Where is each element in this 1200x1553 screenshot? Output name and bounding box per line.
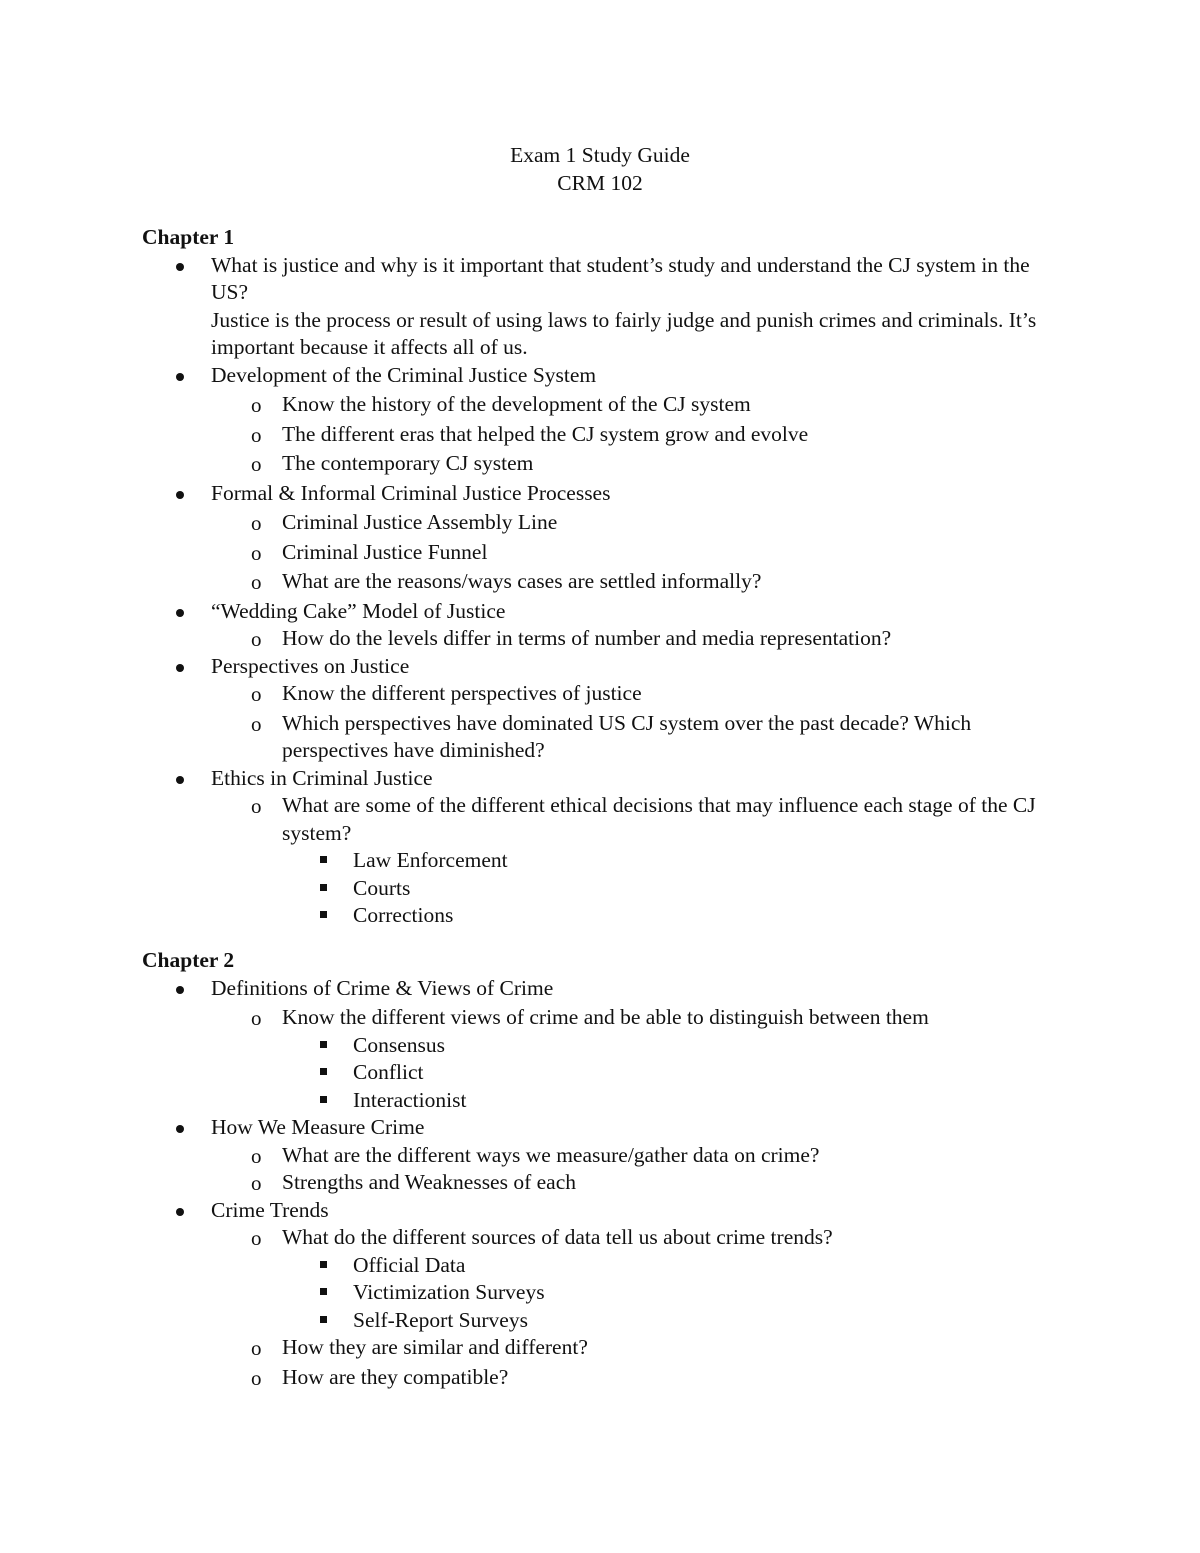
sub-sub-list-item: Official Data xyxy=(142,1252,1062,1280)
sub-list-item: o What are the reasons/ways cases are settled informally? xyxy=(142,568,1062,596)
circle-bullet-icon: o xyxy=(251,511,262,535)
circle-bullet-icon: o xyxy=(251,682,262,706)
square-bullet-icon xyxy=(320,1068,327,1075)
sub-list-item: o Strengths and Weaknesses of each xyxy=(142,1169,1062,1197)
sub-list-item: o Know the different perspectives of justice xyxy=(142,680,1062,708)
circle-bullet-icon: o xyxy=(251,1006,262,1030)
circle-bullet-icon: o xyxy=(251,540,262,565)
sub-sub-list-item: Courts xyxy=(142,875,1062,903)
circle-bullet-icon: o xyxy=(251,794,262,818)
chapter-1-heading: Chapter 1 xyxy=(142,225,235,249)
sub-sub-list-item: Self-Report Surveys xyxy=(142,1307,1062,1335)
circle-bullet-icon: o xyxy=(251,570,262,594)
sub-list-item: o Criminal Justice Funnel xyxy=(142,539,1062,567)
bullet-icon xyxy=(176,609,184,617)
chapter-2-list xyxy=(142,975,1062,1392)
circle-bullet-icon: o xyxy=(251,452,262,476)
chapter-2-heading: Chapter 2 xyxy=(142,948,235,972)
bullet-icon xyxy=(176,776,184,784)
sub-list-item: o What are some of the different ethical decisions that may influence each stage of the CJ system? xyxy=(251,793,1036,845)
bullet-icon xyxy=(176,373,184,381)
bullet-icon xyxy=(176,664,184,672)
circle-bullet-icon: o xyxy=(251,393,262,417)
sub-list-item: o How they are similar and different? xyxy=(142,1334,1062,1362)
answer-text: Justice is the process or result of using laws to fairly judge and punish crimes and criminals. It’s important because it affects all of us. xyxy=(211,307,1037,359)
square-bullet-icon xyxy=(320,1096,327,1103)
sub-sub-list-item: Consensus xyxy=(142,1032,1062,1060)
list-item: What is justice and why is it important that student’s study and understand the CJ system in the US? Justice is the process or result of using laws to fairly judge and punish crimes and criminals. It’s important because it affects all of us. xyxy=(142,252,1062,362)
sub-sub-list-item: Conflict xyxy=(142,1059,1062,1087)
chapter-1-list xyxy=(142,252,1062,930)
bullet-icon xyxy=(176,1125,184,1133)
document-header xyxy=(0,142,1200,197)
sub-list-item: o Which perspectives have dominated US CJ system over the past decade? Which perspectives have diminished? xyxy=(251,710,972,762)
square-bullet-icon xyxy=(320,884,327,891)
square-bullet-icon xyxy=(320,1041,327,1048)
sub-list-item: o What are the different ways we measure/gather data on crime? xyxy=(142,1142,1062,1170)
list-item: “Wedding Cake” Model of Justice xyxy=(142,598,1062,626)
list-item: Formal & Informal Criminal Justice Processes xyxy=(142,480,1062,508)
sub-sub-list-item: Law Enforcement xyxy=(142,847,1062,875)
bullet-icon xyxy=(176,1208,184,1216)
square-bullet-icon xyxy=(320,1288,327,1295)
sub-list-item: o The contemporary CJ system xyxy=(142,450,1062,478)
square-bullet-icon xyxy=(320,856,327,863)
list-item: Ethics in Criminal Justice xyxy=(142,765,1062,793)
chapter-2-section xyxy=(142,947,1062,1391)
sub-sub-list-item: Interactionist xyxy=(142,1087,1062,1115)
circle-bullet-icon: o xyxy=(251,1365,262,1390)
list-item: How We Measure Crime xyxy=(142,1114,1062,1142)
circle-bullet-icon: o xyxy=(251,627,262,651)
circle-bullet-icon: o xyxy=(251,1226,262,1250)
chapter-1-section xyxy=(142,224,1062,930)
bullet-icon xyxy=(176,263,184,271)
sub-sub-list-item: Corrections xyxy=(142,902,1062,930)
bullet-icon xyxy=(176,491,184,499)
list-item: Crime Trends xyxy=(142,1197,1062,1225)
circle-bullet-icon: o xyxy=(251,422,262,447)
list-item: Definitions of Crime & Views of Crime xyxy=(142,975,1062,1003)
list-item: Perspectives on Justice xyxy=(142,653,1062,681)
sub-list-item: o Criminal Justice Assembly Line xyxy=(142,509,1062,537)
square-bullet-icon xyxy=(320,1316,327,1323)
circle-bullet-icon: o xyxy=(251,1143,262,1168)
bullet-icon xyxy=(176,986,184,994)
circle-bullet-icon: o xyxy=(251,711,262,736)
list-item: Development of the Criminal Justice System xyxy=(142,362,1062,390)
circle-bullet-icon: o xyxy=(251,1336,262,1360)
course-code: CRM 102 xyxy=(557,170,643,195)
sub-list-item: o Know the history of the development of the CJ system xyxy=(142,391,1062,419)
sub-list-item: o How are they compatible? xyxy=(142,1364,1062,1392)
sub-list-item: o What do the different sources of data tell us about crime trends? xyxy=(142,1224,1062,1252)
square-bullet-icon xyxy=(320,1261,327,1268)
document-title: Exam 1 Study Guide xyxy=(510,143,690,167)
circle-bullet-icon: o xyxy=(251,1171,262,1195)
square-bullet-icon xyxy=(320,911,327,918)
sub-list-item: o Know the different views of crime and be able to distinguish between them xyxy=(142,1004,1062,1032)
sub-list-item: o How do the levels differ in terms of number and media representation? xyxy=(142,625,1062,653)
sub-list-item: o The different eras that helped the CJ system grow and evolve xyxy=(142,421,1062,449)
sub-sub-list-item: Victimization Surveys xyxy=(142,1279,1062,1307)
